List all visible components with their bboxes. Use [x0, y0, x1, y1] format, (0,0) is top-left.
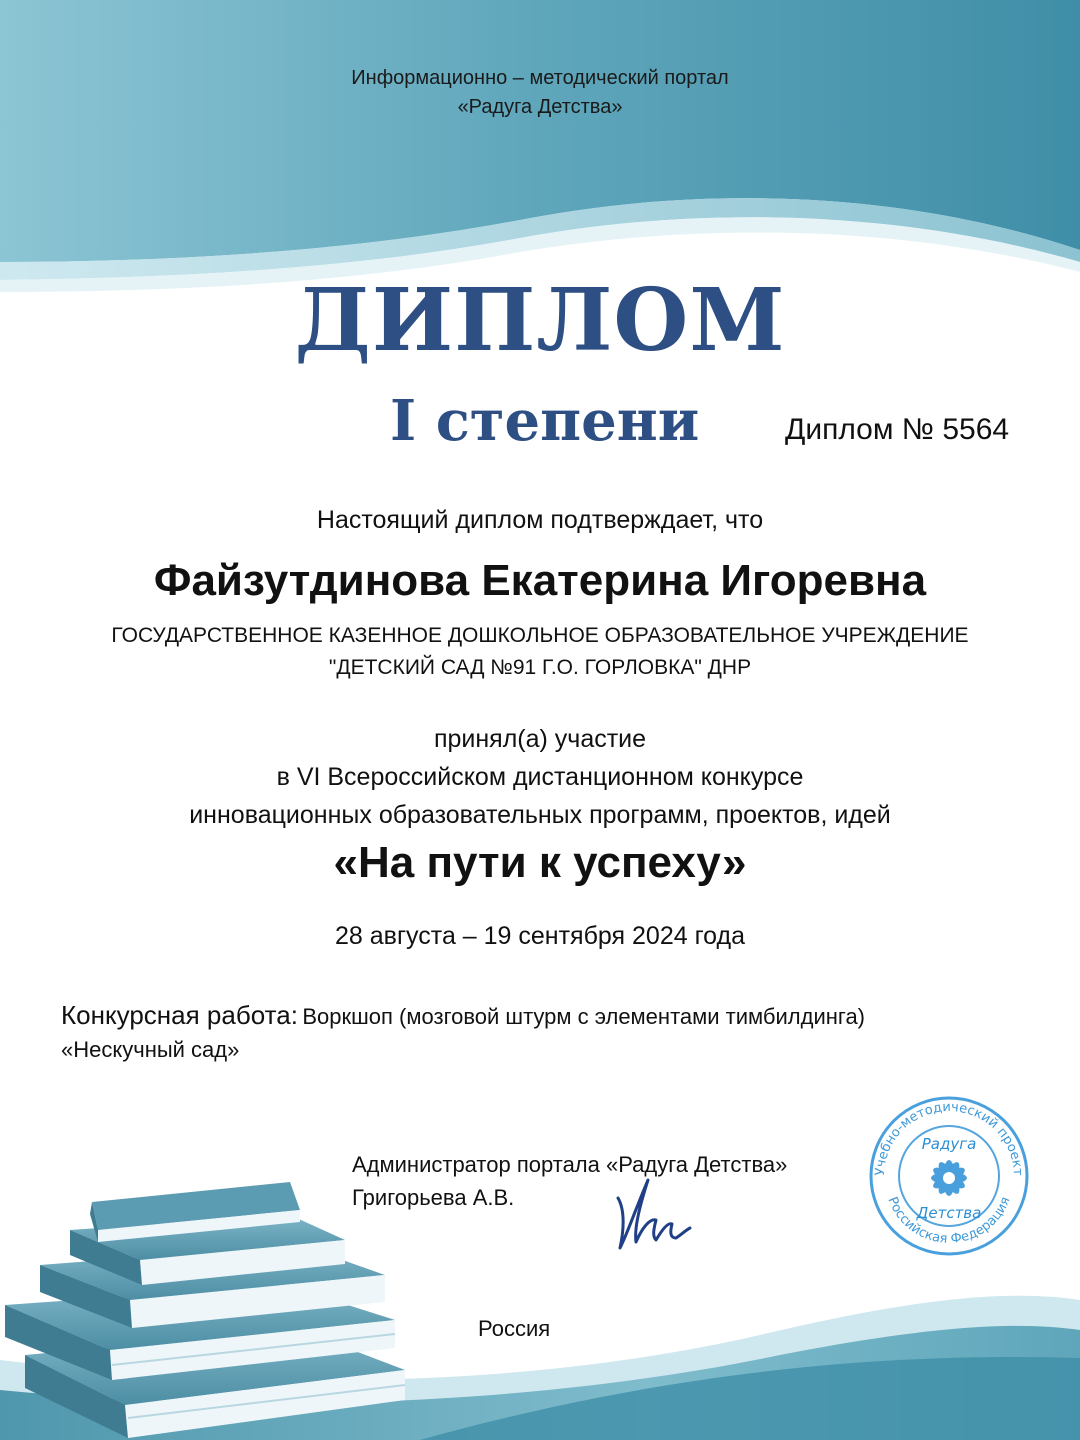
contest-work [61, 1000, 1061, 1063]
organization-line2: "ДЕТСКИЙ САД №91 Г.О. ГОРЛОВКА" ДНР [328, 656, 752, 679]
svg-text:Радуга: Радуга [921, 1135, 977, 1153]
country: Россия [478, 1316, 551, 1341]
admin-name: Григорьева А.В. [352, 1185, 515, 1210]
work-title-line1: Воркшоп (мозговой штурм с элементами тимбилдинга) [302, 1004, 866, 1029]
organization-line1: ГОСУДАРСТВЕННОЕ КАЗЕННОЕ ДОШКОЛЬНОЕ ОБРАЗОВАТЕЛЬНОЕ УЧРЕЖДЕНИЕ [111, 624, 969, 647]
contest-dates: 28 августа – 19 сентября 2024 года [335, 922, 745, 950]
participation-line3: инновационных образовательных программ, проектов, идей [189, 801, 891, 829]
signature-icon [610, 1170, 700, 1255]
confirm-text: Настоящий диплом подтверждает, что [316, 506, 764, 534]
top-wave-decoration [0, 0, 1080, 300]
portal-name-line1: Информационно – методический портал [351, 67, 729, 89]
books-illustration [0, 1180, 420, 1440]
participation-text [0, 720, 1080, 834]
svg-text:Детства: Детства [916, 1204, 982, 1222]
admin-title: Администратор портала «Радуга Детства» [352, 1152, 788, 1177]
administrator-block [352, 1148, 787, 1214]
work-title-line2: «Нескучный сад» [61, 1037, 240, 1062]
portal-name-line2: «Радуга Детства» [457, 96, 623, 118]
diploma-title: ДИПЛОМ [294, 270, 786, 371]
participation-line1: принял(а) участие [433, 725, 647, 753]
svg-text:Российская Федерация: Российская Федерация [884, 1194, 1014, 1247]
diploma-number: Диплом № 5564 [785, 413, 1010, 446]
svg-text:Учебно-методический проект: Учебно-методический проект [872, 1099, 1026, 1177]
diploma-degree: I степени [390, 388, 700, 454]
portal-header [0, 64, 1080, 122]
participation-line2: в VI Всероссийском дистанционном конкурсе [276, 763, 804, 791]
stamp-icon [856, 1094, 1042, 1258]
contest-name: «На пути к успеху» [333, 838, 747, 887]
organization [0, 620, 1080, 684]
recipient-name: Файзутдинова Екатерина Игоревна [153, 556, 927, 605]
work-label: Конкурсная работа: [61, 1000, 298, 1030]
